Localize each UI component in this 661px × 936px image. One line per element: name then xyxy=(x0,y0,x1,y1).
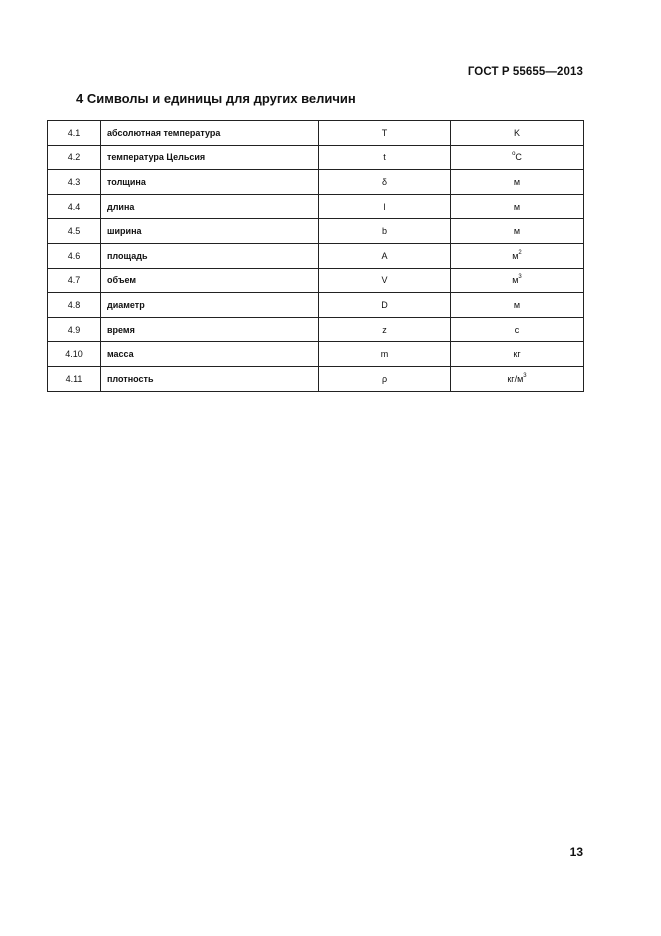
quantity-name: диаметр xyxy=(101,293,319,318)
table-row xyxy=(48,268,584,293)
quantity-symbol: T xyxy=(319,121,451,146)
row-number: 4.11 xyxy=(48,366,101,391)
unit-text: кг xyxy=(513,349,521,360)
unit-exponent: 2 xyxy=(518,249,522,256)
row-number: 4.9 xyxy=(48,317,101,342)
quantity-symbol: t xyxy=(319,145,451,170)
section-title: 4 Символы и единицы для других величин xyxy=(76,91,356,106)
table-row xyxy=(48,317,584,342)
table-body xyxy=(48,121,584,392)
quantity-name: ширина xyxy=(101,219,319,244)
unit-cell xyxy=(451,317,584,342)
table-row xyxy=(48,121,584,146)
quantity-symbol: l xyxy=(319,194,451,219)
row-number: 4.1 xyxy=(48,121,101,146)
unit-cell xyxy=(451,170,584,195)
quantity-name: длина xyxy=(101,194,319,219)
quantity-symbol: ρ xyxy=(319,366,451,391)
quantity-name: плотность xyxy=(101,366,319,391)
document-standard-number: ГОСТ Р 55655—2013 xyxy=(467,66,583,78)
quantity-symbol: V xyxy=(319,268,451,293)
quantity-name: температура Цельсия xyxy=(101,145,319,170)
unit-text: м xyxy=(513,226,521,237)
quantity-symbol: δ xyxy=(319,170,451,195)
row-number: 4.4 xyxy=(48,194,101,219)
row-number: 4.5 xyxy=(48,219,101,244)
quantity-name: масса xyxy=(101,342,319,367)
quantity-name: площадь xyxy=(101,243,319,268)
symbols-units-table xyxy=(47,120,584,392)
table-row xyxy=(48,145,584,170)
table-row xyxy=(48,170,584,195)
quantity-name: время xyxy=(101,317,319,342)
quantity-symbol: A xyxy=(319,243,451,268)
unit-cell xyxy=(451,268,584,293)
table-row xyxy=(48,342,584,367)
unit-text: м xyxy=(513,201,521,212)
unit-exponent: 3 xyxy=(523,372,527,379)
row-number: 4.7 xyxy=(48,268,101,293)
unit-text: м xyxy=(513,299,521,310)
row-number: 4.8 xyxy=(48,293,101,318)
degree-mark: o xyxy=(512,151,516,158)
quantity-symbol: z xyxy=(319,317,451,342)
unit-cell xyxy=(451,121,584,146)
table-row xyxy=(48,366,584,391)
table-row xyxy=(48,219,584,244)
unit-cell xyxy=(451,219,584,244)
row-number: 4.3 xyxy=(48,170,101,195)
table-row xyxy=(48,293,584,318)
unit-text: м xyxy=(512,275,519,286)
unit-text: м xyxy=(513,176,521,187)
row-number: 4.10 xyxy=(48,342,101,367)
unit-cell xyxy=(451,194,584,219)
quantity-symbol: b xyxy=(319,219,451,244)
unit-text: с xyxy=(514,324,520,335)
quantity-name: толщина xyxy=(101,170,319,195)
row-number: 4.6 xyxy=(48,243,101,268)
unit-exponent: 3 xyxy=(518,274,522,281)
table-row xyxy=(48,243,584,268)
unit-cell xyxy=(451,243,584,268)
row-number: 4.2 xyxy=(48,145,101,170)
quantity-symbol: D xyxy=(319,293,451,318)
unit-text: K xyxy=(513,127,520,138)
page-number: 13 xyxy=(569,845,583,859)
unit-text: м xyxy=(512,250,519,261)
unit-text: C xyxy=(515,152,522,163)
unit-cell xyxy=(451,293,584,318)
quantity-symbol: m xyxy=(319,342,451,367)
unit-cell xyxy=(451,366,584,391)
table-row xyxy=(48,194,584,219)
quantity-name: объем xyxy=(101,268,319,293)
unit-cell xyxy=(451,145,584,170)
unit-cell xyxy=(451,342,584,367)
unit-text: кг/м xyxy=(507,373,524,384)
quantity-name: абсолютная температура xyxy=(101,121,319,146)
